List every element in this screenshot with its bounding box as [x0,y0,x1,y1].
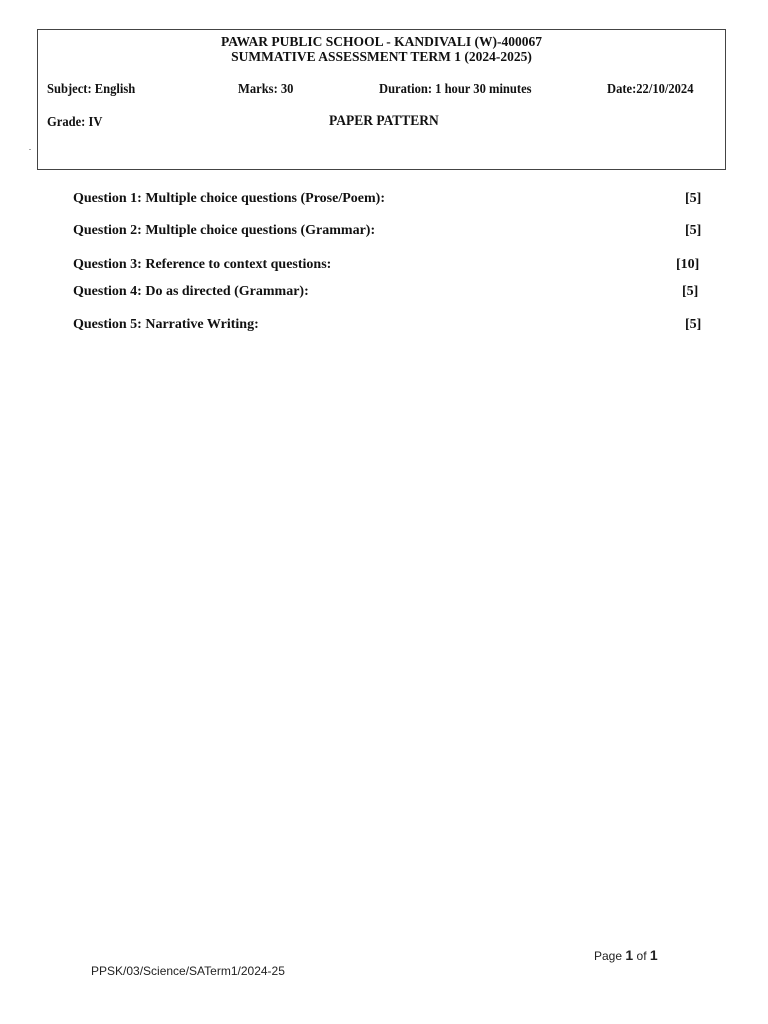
page-total: 1 [649,947,658,963]
paper-pattern-title: PAPER PATTERN [329,113,439,129]
question-marks: [5] [685,223,702,238]
document-code: PPSK/03/Science/SATerm1/2024-25 [91,964,285,978]
question-marks: [5] [685,317,702,332]
page-of: of [636,949,647,963]
page-current: 1 [625,947,634,963]
page-number [594,947,658,963]
subject: Subject: English [47,81,136,96]
question-marks: [5] [685,191,702,206]
grade: Grade: IV [47,114,103,129]
page-prefix: Page [594,949,623,963]
marks: Marks: 30 [238,81,294,96]
exam-title: SUMMATIVE ASSESSMENT TERM 1 (2024-2025) [231,49,532,64]
question-label: Question 3: Reference to context questions: [73,257,332,272]
question-label: Question 5: Narrative Writing: [73,317,259,332]
question-marks: [10] [676,257,700,272]
stray-dot: . [29,143,31,152]
question-label: Question 1: Multiple choice questions (Prose/Poem): [73,191,385,206]
duration: Duration: 1 hour 30 minutes [379,81,532,96]
school-name: PAWAR PUBLIC SCHOOL - KANDIVALI (W)-400067 [221,34,542,49]
header-box [37,29,726,170]
question-marks: [5] [682,284,699,299]
question-label: Question 4: Do as directed (Grammar): [73,284,309,299]
date: Date:22/10/2024 [607,81,694,96]
question-label: Question 2: Multiple choice questions (Grammar): [73,223,376,238]
